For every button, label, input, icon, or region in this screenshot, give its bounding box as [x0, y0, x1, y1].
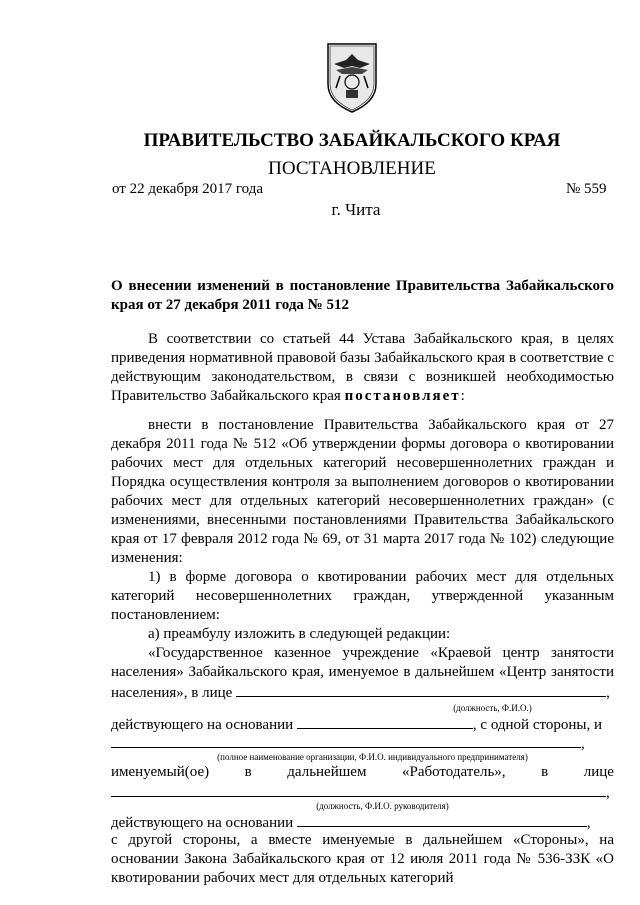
caption-position-name: (должность, Ф.И.О.) [453, 703, 532, 713]
form-line-head: , [111, 782, 614, 801]
document-type: ПОСТАНОВЛЕНИЕ [268, 158, 436, 179]
paragraph-preamble-text: «Государственное казенное учреждение «Краевой центр занятости населения» Забайкальского края, именуемое в дальнейшем «Центр занятости населения», в лице , [111, 645, 614, 701]
document-subject: О внесении изменений в постановление Правительства Забайкальского края от 27 декабря 2011 года № 512 [111, 278, 614, 313]
paragraph-preamble: В соответствии со статьей 44 Устава Забайкальского края, в целях приведения нормативной правовой базы Забайкальского края в соответствие с действующим законодательством, в связи с возникшей необходимостью Правительство Забайкальского края постановляет: [111, 331, 614, 404]
document-body [111, 330, 614, 888]
document-date: от 22 декабря 2017 года [112, 181, 264, 197]
form-line-employer: именуемый(ое) в дальнейшем «Работодатель», в лице [111, 764, 614, 780]
coat-of-arms-emblem [322, 40, 382, 115]
form-line-basis: действующего на основании , с одной стороны, и [111, 714, 614, 733]
form-line-organization: , [111, 733, 614, 752]
caption-organization: (полное наименование организации, Ф.И.О. индивидуального предпринимателя) [217, 752, 528, 762]
government-title: ПРАВИТЕЛЬСТВО ЗАБАЙКАЛЬСКОГО КРАЯ [143, 130, 561, 151]
paragraph-item-a: а) преамбулу изложить в следующей редакции: [148, 626, 451, 642]
paragraph-other-side: с другой стороны, а вместе именуемые в дальнейшем «Стороны», на основании Закона Забайкальского края от 12 июля 2011 года № 536-ЗЗК «О квотировании рабочих мест для отдельных категорий [111, 832, 614, 886]
form-line-basis-2: действующего на основании , [111, 812, 614, 831]
paragraph-amendment: внести в постановление Правительства Забайкальского края от 27 декабря 2011 года № 512 «Об утверждении формы договора о квотировании рабочих мест для отдельных категорий несовершеннолетних граждан и Порядка осуществления контроля за выполнением договоров о квотировании рабочих мест для отдельных категорий несовершеннолетних граждан» (с изменениями, внесенными постановлениями Правительства Забайкальского края от 17 февраля 2012 года № 69, от 31 марта 2017 года № 102) следующие изменения: [111, 417, 614, 566]
paragraph-item-1: 1) в форме договора о квотировании рабочих мест для отдельных категорий несовершеннолетних граждан, утвержденной указанным постановлением: [111, 569, 614, 623]
document-city: г. Чита [331, 200, 381, 219]
document-number: № 559 [566, 181, 607, 197]
caption-head-name: (должность, Ф.И.О. руководителя) [316, 801, 449, 811]
